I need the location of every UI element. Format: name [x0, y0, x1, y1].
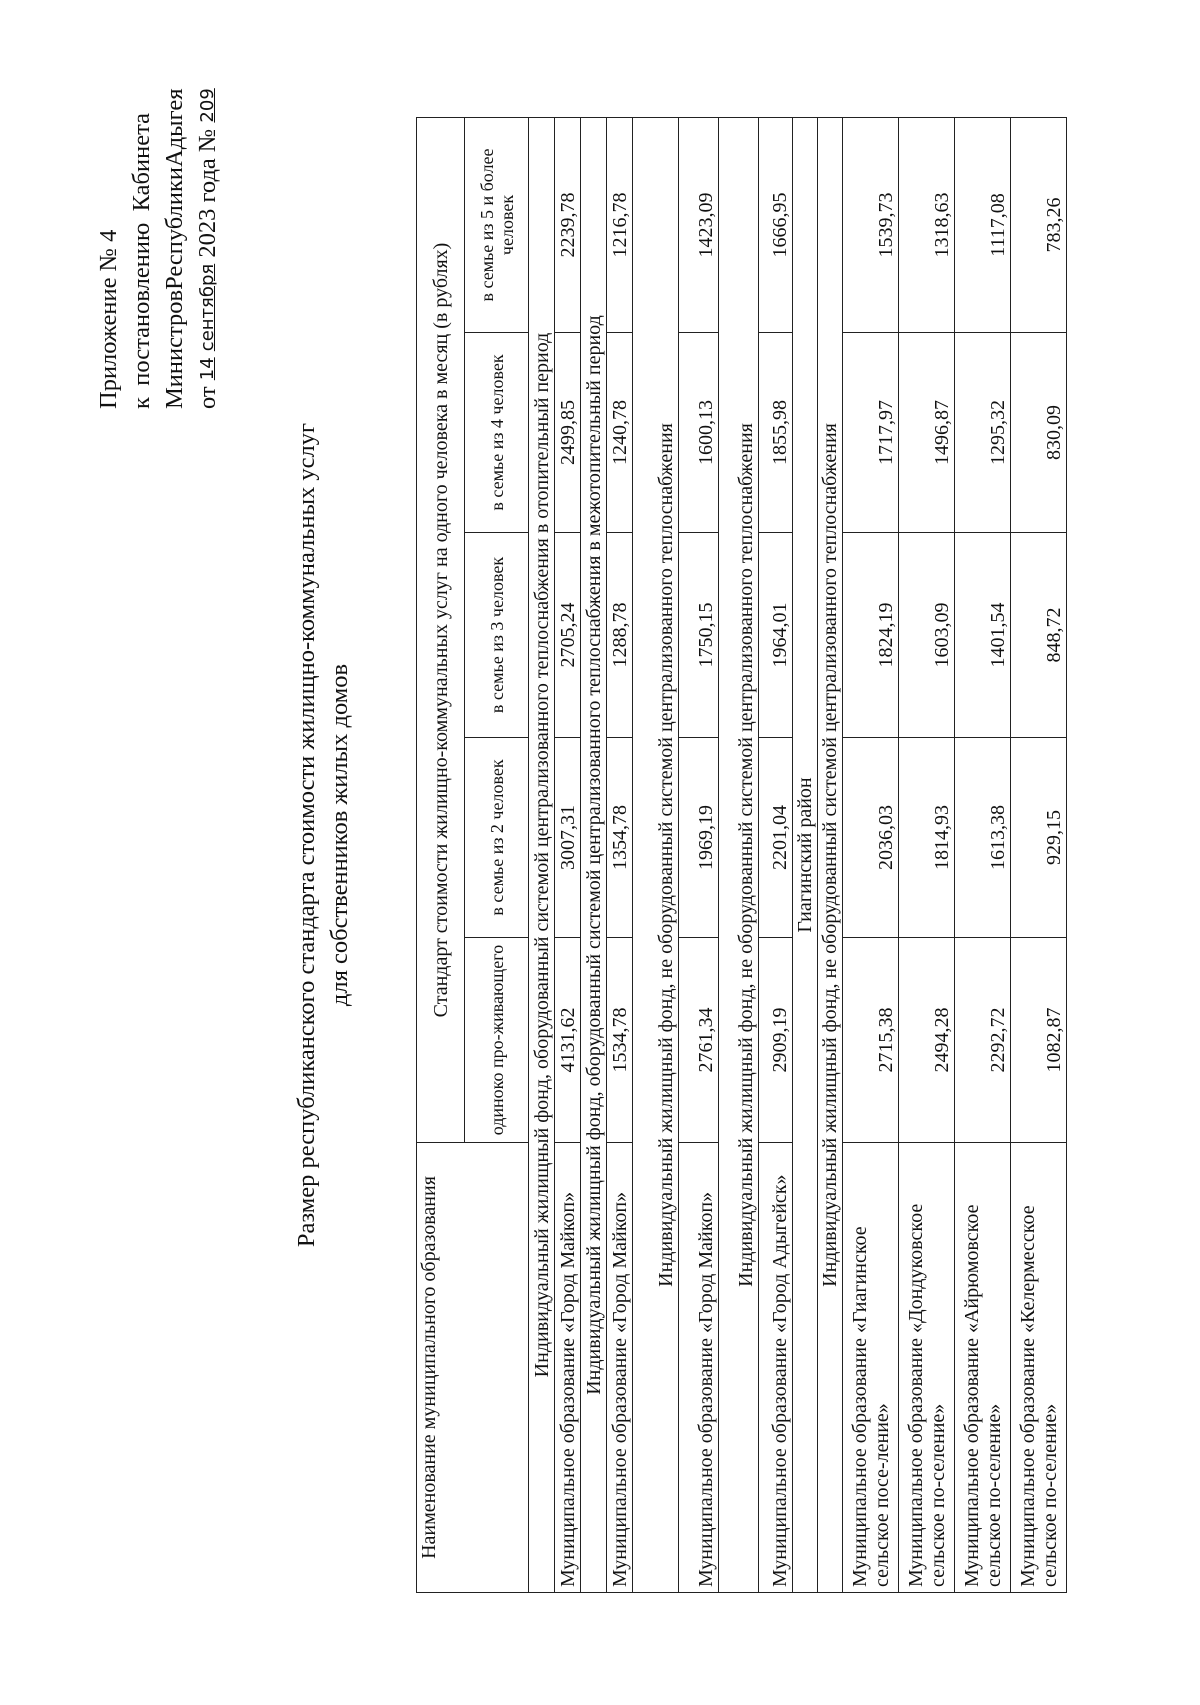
date-day: 14	[197, 357, 218, 381]
row-name: Муниципальное образование «Айрюмовское сельское по-селение»	[955, 1143, 1011, 1593]
cell-value: 1603,09	[899, 533, 955, 738]
cell-value: 1423,09	[679, 117, 719, 332]
row-name: Муниципальное образование «Город Майкоп»	[679, 1143, 719, 1593]
standards-table	[416, 117, 1067, 1593]
cell-value: 1534,78	[607, 938, 633, 1143]
table-row	[899, 117, 955, 1592]
cell-value: 1288,78	[607, 533, 633, 738]
appendix-word: Республики	[161, 167, 188, 290]
appendix-word: к	[128, 397, 155, 409]
section-title: Индивидуальный жилищный фонд, оборудованный системой централизованного теплоснабжения в межотопительный период	[581, 117, 607, 1592]
cell-value: 1613,38	[955, 738, 1011, 938]
cell-value: 4131,62	[555, 938, 581, 1143]
appendix-word: Кабинета	[128, 113, 155, 212]
date-month: сентября	[197, 263, 218, 352]
section-title: Индивидуальный жилищный фонд, не оборудованный системой централизованного теплоснабжения	[633, 117, 679, 1592]
appendix-word: Адыгея	[161, 88, 188, 167]
appendix-word: Министров	[161, 289, 188, 409]
table-row	[1011, 117, 1067, 1592]
title-line-2: для собственников жилых домов	[326, 663, 353, 1007]
table-row	[607, 117, 633, 1592]
table-row	[555, 117, 581, 1592]
cell-value: 783,26	[1011, 117, 1067, 332]
cell-value: 1539,73	[843, 117, 899, 332]
cell-value: 3007,31	[555, 738, 581, 938]
cell-value: 2761,34	[679, 938, 719, 1143]
cell-value: 1964,01	[759, 533, 793, 738]
cell-value: 1354,78	[607, 738, 633, 938]
table-row	[759, 117, 793, 1592]
cell-value: 1855,98	[759, 333, 793, 533]
appendix-line-2	[125, 113, 158, 409]
date-year: 2023 года №	[194, 128, 221, 258]
subheader-4: в семье из 4 человек	[465, 333, 529, 533]
cell-value: 1666,95	[759, 117, 793, 332]
cell-value: 2499,85	[555, 333, 581, 533]
document-title	[290, 385, 356, 1285]
appendix-number: Приложение № 4	[95, 229, 122, 409]
appendix-word: постановлению	[128, 222, 155, 386]
cell-value: 1814,93	[899, 738, 955, 938]
cell-value: 2715,38	[843, 938, 899, 1143]
cell-value: 1318,63	[899, 117, 955, 332]
document-number: 209	[197, 88, 218, 123]
cell-value: 1295,32	[955, 333, 1011, 533]
appendix-line-4	[191, 88, 224, 409]
district-title: Гиагинский район	[793, 117, 818, 1592]
cell-value: 2239,78	[555, 117, 581, 332]
cell-value: 1216,78	[607, 117, 633, 332]
cell-value: 1750,15	[679, 533, 719, 738]
cell-value: 830,09	[1011, 333, 1067, 533]
row-name: Муниципальное образование «Город Майкоп»	[555, 1143, 581, 1593]
cell-value: 1117,08	[955, 117, 1011, 332]
cell-value: 848,72	[1011, 533, 1067, 738]
cell-value: 1824,19	[843, 533, 899, 738]
section-title: Индивидуальный жилищный фонд, оборудованный системой централизованного теплоснабжения в отопительный период	[529, 117, 555, 1592]
cell-value: 1600,13	[679, 333, 719, 533]
section-title: Индивидуальный жилищный фонд, не оборудованный системой централизованного теплоснабжения	[818, 117, 843, 1592]
cell-value: 1240,78	[607, 333, 633, 533]
cell-value: 2705,24	[555, 533, 581, 738]
cell-value: 2494,28	[899, 938, 955, 1143]
cell-value: 2036,03	[843, 738, 899, 938]
cell-value: 1717,97	[843, 333, 899, 533]
table-row	[843, 117, 899, 1592]
header-name: Наименование муниципального образования	[417, 1143, 529, 1593]
title-line-1: Размер республиканского стандарта стоимости жилищно-коммунальных услуг	[293, 422, 320, 1248]
subheader-2: в семье из 2 человек	[465, 738, 529, 938]
table-row	[955, 117, 1011, 1592]
row-name: Муниципальное образование «Дондуковское сельское по-селение»	[899, 1143, 955, 1593]
section-title: Индивидуальный жилищный фонд, не оборудованный системой централизованного теплоснабжения	[719, 117, 759, 1592]
subheader-single: одиноко про-живающего	[465, 938, 529, 1143]
row-name: Муниципальное образование «Город Адыгейск»	[759, 1143, 793, 1593]
cell-value: 1496,87	[899, 333, 955, 533]
cell-value: 1401,54	[955, 533, 1011, 738]
appendix-block	[92, 88, 224, 409]
cell-value: 2909,19	[759, 938, 793, 1143]
subheader-5: в семье из 5 и более человек	[465, 117, 529, 332]
cell-value: 1082,87	[1011, 938, 1067, 1143]
row-name: Муниципальное образование «Келермесское сельское по-селение»	[1011, 1143, 1067, 1593]
subheader-3: в семье из 3 человек	[465, 533, 529, 738]
appendix-line-3	[158, 88, 191, 409]
cell-value: 1969,19	[679, 738, 719, 938]
cell-value: 2292,72	[955, 938, 1011, 1143]
row-name: Муниципальное образование «Город Майкоп»	[607, 1143, 633, 1593]
cell-value: 929,15	[1011, 738, 1067, 938]
header-group: Стандарт стоимости жилищно-коммунальных услуг на одного человека в месяц (в рублях)	[417, 117, 465, 1142]
date-prefix: от	[194, 386, 221, 409]
table-row	[679, 117, 719, 1592]
row-name: Муниципальное образование «Гиагинское сельское посе-ление»	[843, 1143, 899, 1593]
cell-value: 2201,04	[759, 738, 793, 938]
appendix-line-1	[92, 113, 125, 409]
